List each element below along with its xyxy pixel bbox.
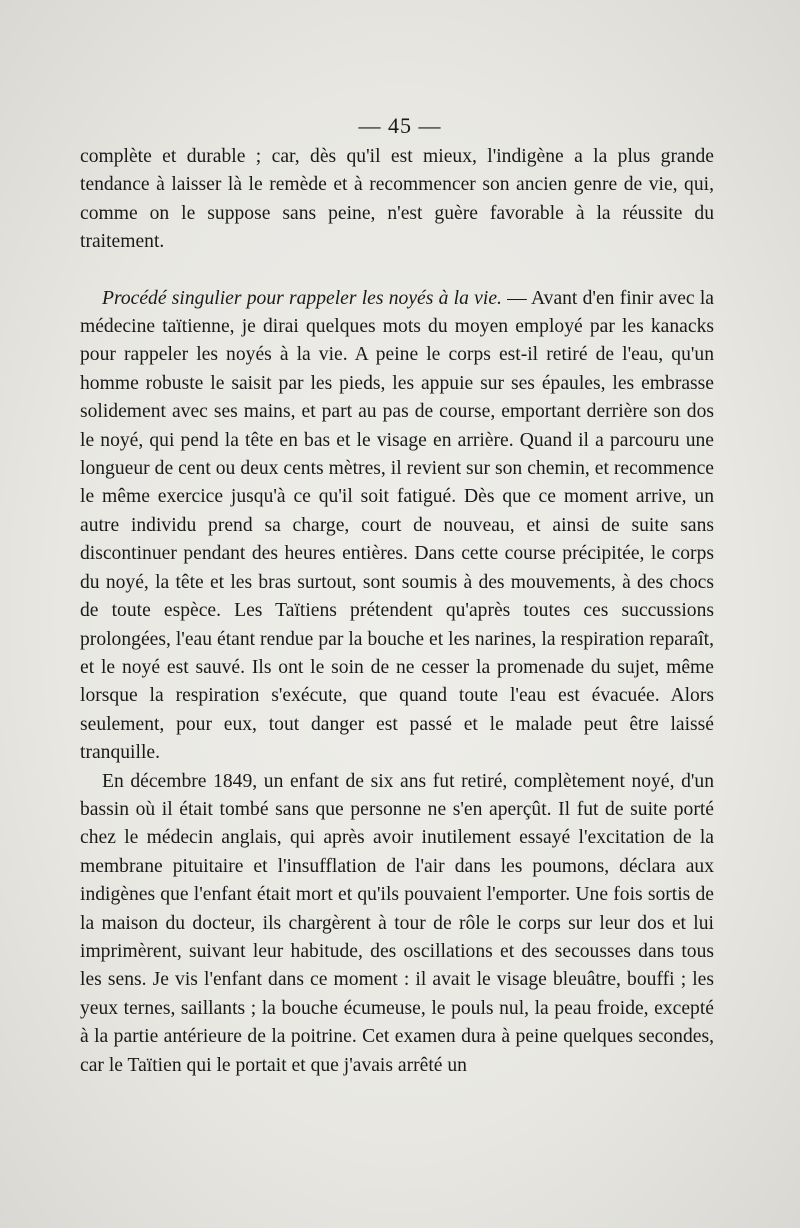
paragraph-case: En décembre 1849, un enfant de six ans fut retiré, complètement noyé, d'un bassin où il était tombé sans que personne ne s'en aperçût. Il fut de suite porté chez le médecin anglais, qui après avoir inutilement essayé l'excitation de la membrane pituitaire et l'insufflation de l'air dans les poumons, déclara aux indigènes que l'enfant était mort et qu'ils pouvaient l'emporter. Une fois sortis de la maison du docteur, ils chargèrent à tour de rôle le corps sur leur dos et lui imprimèrent, suivant leur habitude, des oscillations et des secousses dans tous les sens. Je vis l'enfant dans ce moment : il avait le visage bleuâtre, bouffi ; les yeux ternes, saillants ; la bouche écumeuse, le pouls nul, la peau froide, excepté à la partie antérieure de la poitrine. Cet examen dura à peine quelques secondes, car le Taïtien qui le portait et que j'avais arrêté un bbox=[80, 770, 714, 1076]
page-number bbox=[0, 113, 800, 139]
page-number-text: — 45 — bbox=[358, 113, 442, 138]
paragraph-continuation: complète et durable ; car, dès qu'il est mieux, l'indigène a la plus grande tendance à laisser là le remède et à recommencer son ancien genre de vie, qui, comme on le suppose sans peine, n'est guère favorable à la réussite du traitement. bbox=[80, 146, 714, 253]
section-text: — Avant d'en finir avec la médecine taïtienne, je dirai quelques mots du moyen employé par les kanacks pour rappeler les noyés à la vie. A peine le corps est-il retiré de l'eau, qu'un homme robuste le saisit par les pieds, les appuie sur ses épaules, les embrasse solidement avec ses mains, et part au pas de course, emportant derrière son dos le noyé, qui pend la tête en bas et le visage en arrière. Quand il a parcouru une longueur de cent ou deux cents mètres, il revient sur son chemin, et recommence le même exercice jusqu'à ce qu'il soit fatigué. Dès que ce moment arrive, un autre individu prend sa charge, court de nouveau, et ainsi de suite sans discontinuer pendant des heures entières. Dans cette course précipitée, le corps du noyé, la tête et les bras surtout, sont soumis à des mouvements, à des chocs de toute espèce. Les Taïtiens prétendent qu'après toutes ces succussions prolongées, l'eau étant rendue par la bouche et les narines, la respiration reparaît, et le noyé est sauvé. Ils ont le soin de ne cesser la promenade du sujet, même lorsque la respiration s'exécute, que quand toute l'eau est évacuée. Alors seulement, pour eux, tout danger est passé et le malade peut être laissé tranquille. bbox=[80, 287, 714, 764]
section-heading: Procédé singulier pour rappeler les noyés à la vie. bbox=[102, 287, 502, 309]
paragraph-section bbox=[80, 285, 714, 768]
body-text bbox=[80, 143, 714, 1080]
paragraph-spacer bbox=[80, 257, 714, 285]
